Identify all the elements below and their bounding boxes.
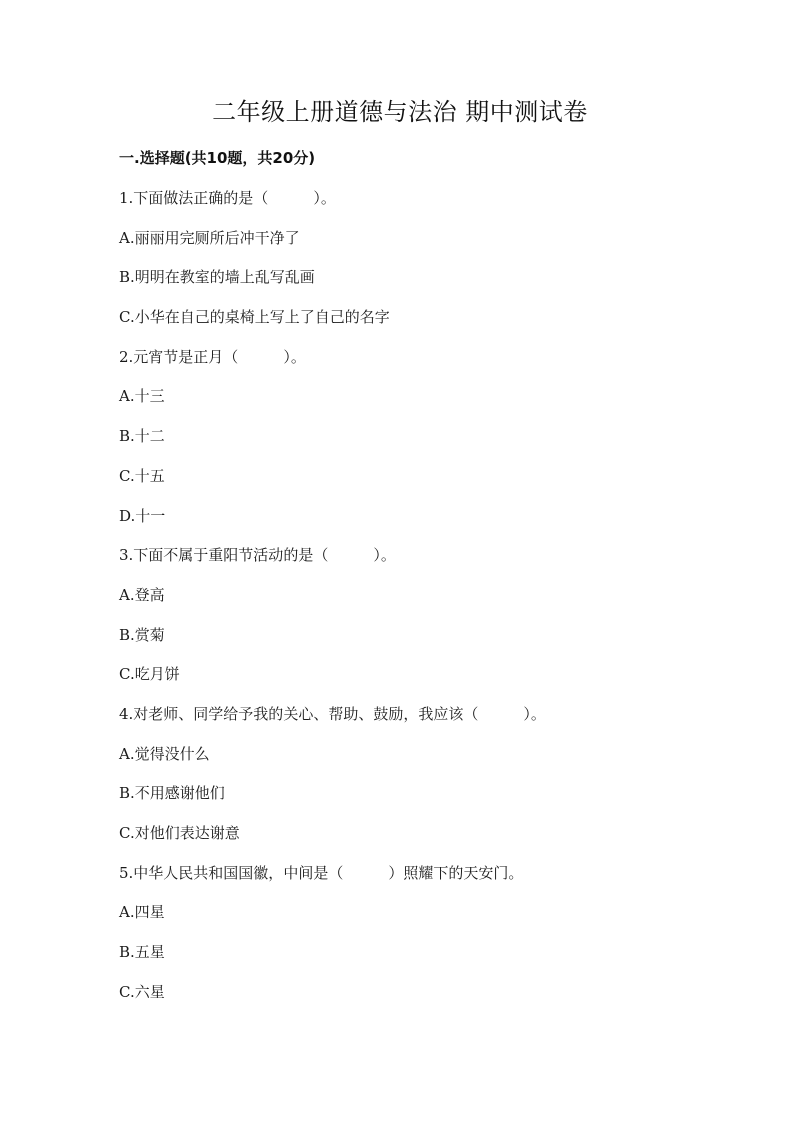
answer-option: C.吃月饼 xyxy=(119,665,180,684)
answer-option: A.登高 xyxy=(119,585,165,604)
answer-option: B.不用感谢他们 xyxy=(119,784,225,803)
answer-option: C.十五 xyxy=(119,466,165,485)
question-stem: 3.下面不属于重阳节活动的是（ ）。 xyxy=(119,546,396,565)
question-stem: 2.元宵节是正月（ ）。 xyxy=(119,347,306,366)
page-title: 二年级上册道德与法治 期中测试卷 xyxy=(212,98,588,126)
answer-option: B.十二 xyxy=(119,427,165,446)
section-heading: 一.选择题(共10题，共20分) xyxy=(119,149,316,167)
answer-option: C.对他们表达谢意 xyxy=(119,824,240,842)
question-stem: 1.下面做法正确的是（ ）。 xyxy=(119,189,336,207)
answer-option: D.十一 xyxy=(119,506,166,525)
answer-option: A.十三 xyxy=(119,387,165,406)
answer-option: C.六星 xyxy=(119,982,165,1001)
answer-option: B.明明在教室的墙上乱写乱画 xyxy=(119,268,315,287)
answer-option: B.赏菊 xyxy=(119,625,165,644)
answer-option: A.丽丽用完厕所后冲干净了 xyxy=(119,228,300,247)
question-list xyxy=(119,185,739,1018)
question-stem: 5.中华人民共和国国徽，中间是（ ）照耀下的天安门。 xyxy=(119,863,524,882)
question-stem: 4.对老师、同学给予我的关心、帮助、鼓励，我应该（ ）。 xyxy=(119,704,546,723)
answer-option: B.五星 xyxy=(119,943,165,962)
answer-option: A.四星 xyxy=(119,903,165,922)
answer-option: C.小华在自己的桌椅上写上了自己的名字 xyxy=(119,308,390,327)
answer-option: A.觉得没什么 xyxy=(119,744,210,763)
